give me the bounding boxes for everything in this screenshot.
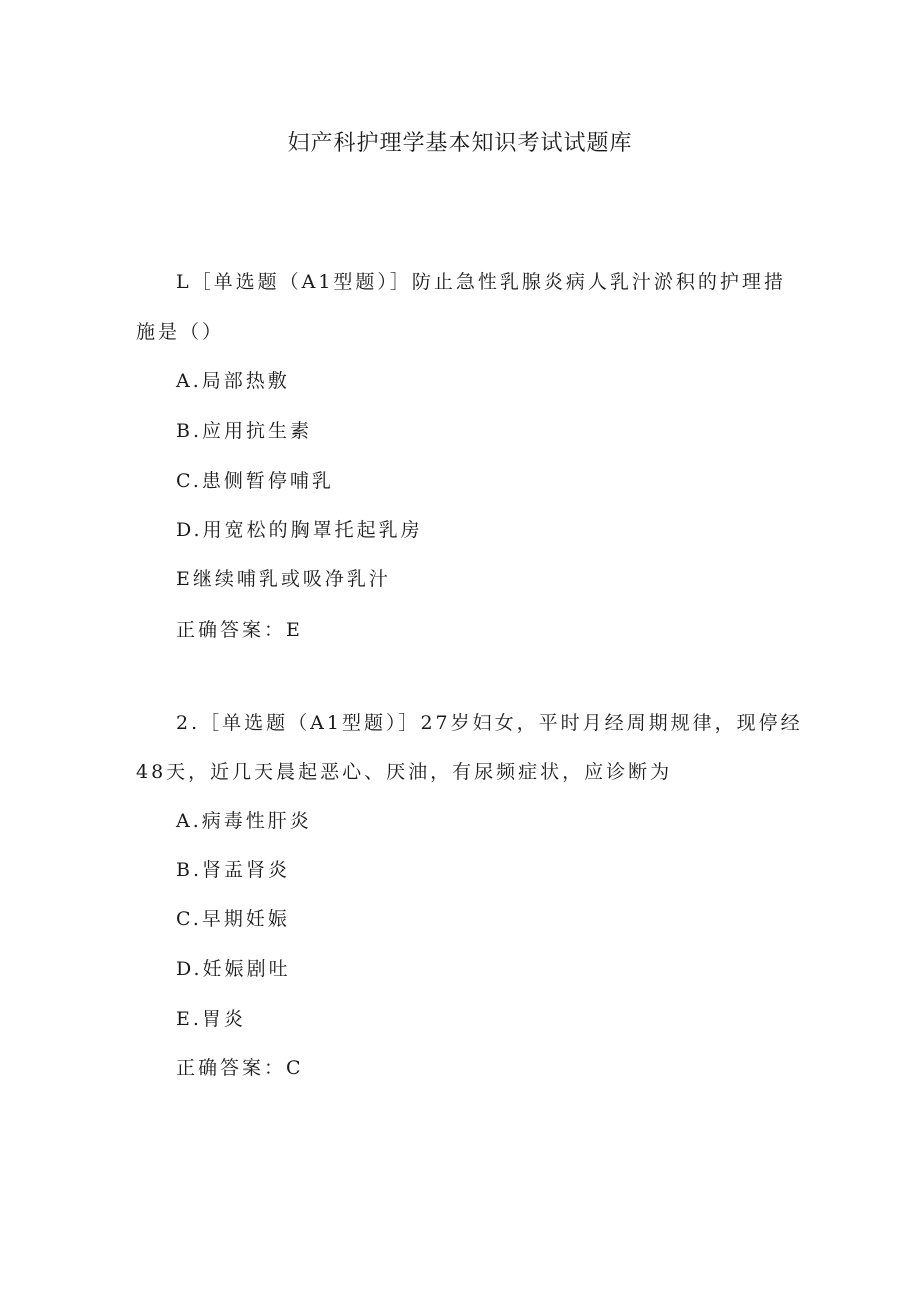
question-1-option-b: B.应用抗生素 [176, 420, 313, 442]
question-1-answer: 正确答案：E [176, 619, 303, 641]
question-1-stem-line1: L［单选题（A1型题）］防止急性乳腺炎病人乳汁淤积的护理措 [176, 271, 786, 293]
question-1-option-c: C.患侧暂停哺乳 [176, 470, 334, 492]
question-1-stem-line2: 施是（） [136, 321, 225, 343]
question-2-option-b: B.肾盂肾炎 [176, 859, 291, 881]
document-title: 妇产科护理学基本知识考试试题库 [287, 131, 633, 156]
question-2-option-d: D.妊娠剧吐 [176, 958, 291, 980]
question-2-stem-line1: 2.［单选题（A1型题）］27岁妇女，平时月经周期规律，现停经 [176, 712, 803, 734]
question-2-answer: 正确答案：C [176, 1057, 304, 1079]
question-2-option-e: E.胃炎 [176, 1008, 246, 1030]
question-1-option-d: D.用宽松的胸罩托起乳房 [176, 519, 423, 541]
question-2-stem-line2: 48天，近几天晨起恶心、厌油，有尿频症状，应诊断为 [136, 761, 673, 783]
question-1-option-e: E继续哺乳或吸净乳汁 [176, 568, 391, 590]
question-1-option-a: A.局部热敷 [176, 370, 290, 392]
question-2-option-a: A.病毒性肝炎 [176, 810, 312, 832]
question-2-option-c: C.早期妊娠 [176, 908, 290, 930]
